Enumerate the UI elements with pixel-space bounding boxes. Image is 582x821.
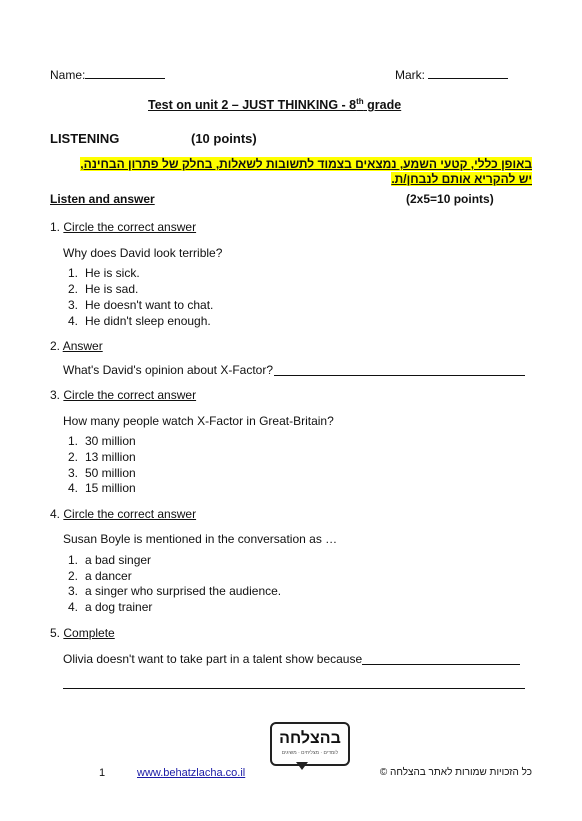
question-5-answer-line-2[interactable] [63,688,525,689]
question-1-option-2[interactable] [68,282,138,296]
option-text: a dog trainer [85,600,153,614]
option-number: 2. [68,450,79,464]
question-number: 2. [50,339,61,353]
question-number: 1. [50,220,61,234]
behatzlacha-logo [270,722,350,766]
question-type: Complete [63,626,115,640]
title-superscript: th [356,97,364,106]
option-number: 3. [68,584,79,598]
question-4-prompt: Susan Boyle is mentioned in the conversation as … [63,532,338,546]
section-points: (10 points) [191,131,257,146]
hebrew-instruction-note [69,157,532,187]
question-4-option-3[interactable] [68,584,281,598]
option-number: 3. [68,466,79,480]
question-3-option-3[interactable] [68,466,136,480]
question-number: 3. [50,388,61,402]
mark-label: Mark: [395,68,425,82]
name-blank[interactable] [85,66,165,79]
question-3-option-2[interactable] [68,450,136,464]
question-type: Circle the correct answer [63,507,197,521]
option-number: 4. [68,481,79,495]
title-end: grade [363,98,402,113]
question-1-option-3[interactable] [68,298,213,312]
website-link[interactable]: www.behatzlacha.co.il [137,767,246,779]
question-type: Circle the correct answer [63,220,197,234]
option-number: 4. [68,600,79,614]
logo-speech-tail [296,762,308,770]
question-4-option-2[interactable] [68,569,132,583]
listen-label: Listen and answer [50,192,155,206]
question-5-answer-line-1[interactable] [362,664,520,665]
question-number: 5. [50,626,61,640]
question-type: Answer [62,339,103,353]
question-1-heading [50,220,196,234]
option-text: 13 million [85,450,136,464]
question-5-prompt: Olivia doesn't want to take part in a talent show because [63,652,363,666]
option-number: 1. [68,553,79,567]
question-2-answer-line[interactable] [274,375,525,376]
question-4-option-1[interactable] [68,553,151,567]
option-text: He doesn't want to chat. [85,298,214,312]
title-main: Test on unit 2 – JUST THINKING - 8 [148,98,357,113]
question-number: 4. [50,507,61,521]
question-4-heading [50,507,196,521]
question-1-option-4[interactable] [68,314,211,328]
test-title [148,97,401,112]
question-4-option-4[interactable] [68,600,152,614]
option-text: 30 million [85,434,136,448]
option-number: 2. [68,282,79,296]
logo-subtext: לומדים · מצליחים · משיגים [281,750,339,756]
option-text: He didn't sleep enough. [85,314,211,328]
option-number: 2. [68,569,79,583]
option-text: a bad singer [85,553,152,567]
page-number: 1 [99,767,106,779]
mark-field[interactable] [395,66,508,82]
option-number: 4. [68,314,79,328]
name-label: Name: [50,68,86,82]
listen-points: (2x5=10 points) [406,192,494,206]
question-1-option-1[interactable] [68,266,140,280]
question-5-heading [50,626,115,640]
section-heading: LISTENING [50,131,120,146]
copyright-notice: כל הזכויות שמורות לאתר בהצלחה © [379,767,532,778]
hebrew-note-text: באופן כללי, קטעי השמע, נמצאים בצמוד לתשובות לשאלות, בחלק של פתרון הבחינה, יש להקריא אותם לנבחן/ת. [80,157,532,186]
option-text: a dancer [85,569,132,583]
option-text: 15 million [85,481,136,495]
name-field[interactable] [50,66,165,82]
option-text: 50 million [85,466,136,480]
option-number: 3. [68,298,79,312]
question-2-heading [50,339,103,353]
question-1-prompt: Why does David look terrible? [63,246,223,260]
question-type: Circle the correct answer [63,388,197,402]
logo-text: בהצלחה [279,730,341,747]
question-3-heading [50,388,196,402]
option-text: He is sad. [85,282,139,296]
question-3-option-1[interactable] [68,434,136,448]
option-number: 1. [68,434,79,448]
option-number: 1. [68,266,79,280]
mark-blank[interactable] [428,66,508,79]
question-3-prompt: How many people watch X-Factor in Great-Britain? [63,414,334,428]
option-text: a singer who surprised the audience. [85,584,282,598]
option-text: He is sick. [85,266,140,280]
question-2-prompt: What's David's opinion about X-Factor? [63,363,274,377]
question-3-option-4[interactable] [68,481,136,495]
